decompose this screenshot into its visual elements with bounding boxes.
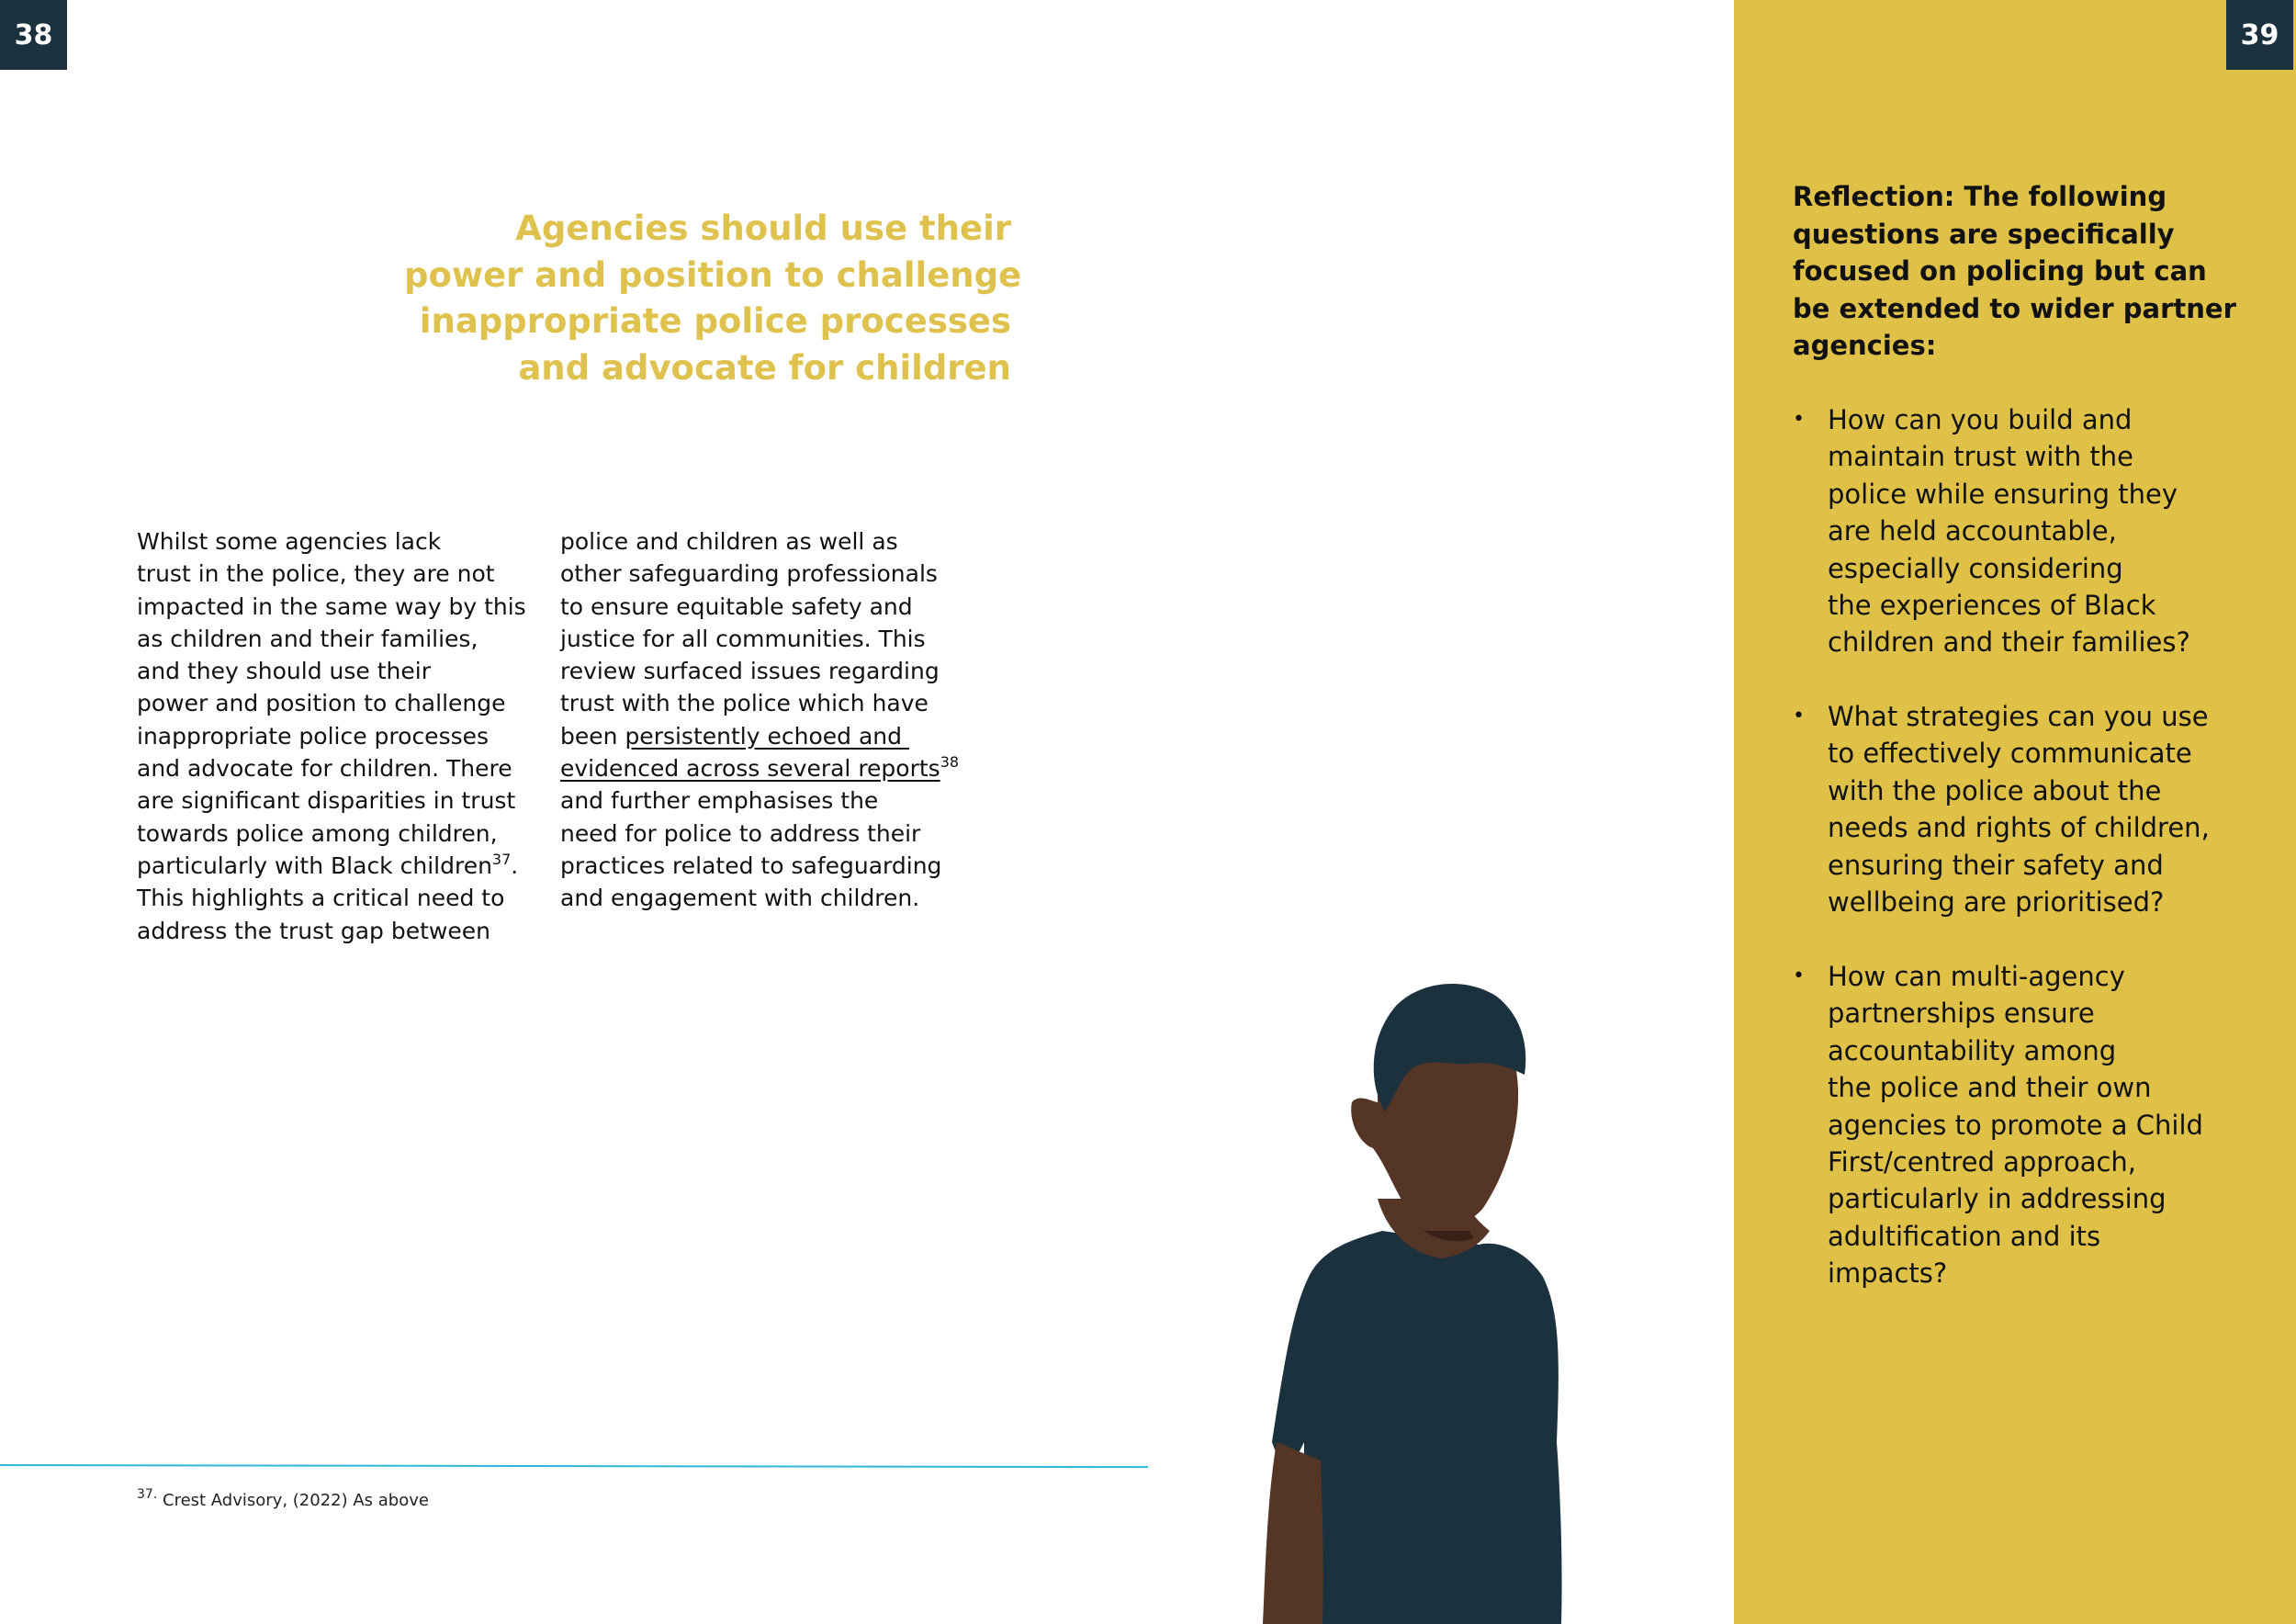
bullet-icon: •	[1793, 705, 1805, 727]
question-line: impacts?	[1828, 1257, 1948, 1290]
footnote-ref-38[interactable]: 38	[940, 753, 960, 772]
footnote-number: 37.	[137, 1487, 158, 1502]
body-line: inappropriate police processes	[137, 722, 490, 750]
body-line: need for police to address their	[560, 819, 921, 847]
body-line: to ensure equitable safety and	[560, 592, 913, 620]
pull-quote-line: Agencies should use their	[515, 209, 1011, 248]
question-line: to effectively communicate	[1828, 738, 2192, 770]
body-line: particularly with Black children$^{37}$.	[137, 850, 519, 879]
question-line: are held accountable,	[1828, 515, 2117, 547]
question-line: What strategies can you use	[1828, 701, 2209, 732]
body-line	[560, 720, 964, 752]
pull-quote-line: inappropriate police processes	[419, 301, 1011, 341]
question-line: the police and their own	[1828, 1072, 2152, 1104]
footnote-text: Crest Advisory, (2022) As above	[163, 1491, 429, 1510]
question-line: How can you build and	[1828, 404, 2133, 435]
bullet-icon: •	[1793, 408, 1805, 431]
reports-link[interactable]: persistently echoed and	[625, 722, 909, 750]
body-line: This highlights a critical need to	[137, 885, 505, 912]
question-line: children and their families?	[1828, 626, 2190, 659]
question-line: First/centred approach,	[1828, 1146, 2137, 1179]
footnote-divider	[0, 1464, 1148, 1468]
reflection-title-line: focused on policing but can	[1793, 255, 2207, 287]
body-column-1	[137, 525, 541, 947]
question-line: wellbeing are prioritised?	[1828, 886, 2165, 919]
question-line: police while ensuring they	[1828, 478, 2178, 510]
reflection-title-line: be extended to wider partner	[1793, 292, 2236, 324]
body-line: justice for all communities. This	[560, 625, 926, 652]
reflection-title-line: agencies:	[1793, 330, 1937, 361]
question-line: ensuring their safety and	[1828, 849, 2164, 881]
body-line: impacted in the same way by this	[137, 592, 526, 620]
page-number-right: 39	[2226, 0, 2293, 70]
pull-quote-line: and advocate for children	[518, 347, 1011, 388]
question-line: particularly in addressing	[1828, 1183, 2167, 1215]
body-line: and they should use their	[137, 658, 431, 685]
question-line: especially considering	[1828, 552, 2123, 584]
body-line: and advocate for children. There	[137, 755, 512, 783]
body-line: and engagement with children.	[560, 885, 920, 912]
body-line: trust in the police, they are not	[137, 560, 495, 588]
question-line: needs and rights of children,	[1828, 812, 2210, 844]
question-line: partnerships ensure	[1828, 998, 2095, 1030]
reflection-title-line: Reflection: The following	[1793, 181, 2167, 212]
question-line: agencies to promote a Child	[1828, 1109, 2203, 1141]
footnote	[137, 1487, 429, 1510]
body-line: power and position to challenge	[137, 690, 506, 717]
body-line: Whilst some agencies lack	[137, 528, 442, 555]
pull-quote	[404, 206, 1022, 391]
body-line: are significant disparities in trust	[137, 787, 516, 815]
body-line: and further emphasises the	[560, 787, 879, 815]
body-text: been	[560, 722, 625, 750]
question-line: How can multi-agency	[1828, 961, 2125, 992]
question-line: with the police about the	[1828, 774, 2162, 806]
question-line: accountability among	[1828, 1034, 2117, 1066]
body-line	[560, 752, 964, 784]
pull-quote-line: power and position to challenge	[404, 254, 1022, 295]
body-line: police and children as well as	[560, 528, 898, 555]
child-illustration	[1249, 964, 1580, 1624]
body-line: trust with the police which have	[560, 690, 929, 717]
body-line: review surfaced issues regarding	[560, 658, 940, 685]
page-number-left: 38	[0, 0, 67, 70]
bullet-icon: •	[1793, 964, 1805, 987]
question-line: adultification and its	[1828, 1220, 2101, 1252]
reflection-title-line: questions are specifically	[1793, 218, 2175, 250]
question-line: the experiences of Black	[1828, 590, 2156, 622]
body-line: as children and their families,	[137, 625, 478, 652]
child-arm	[1263, 1442, 1323, 1624]
body-text: particularly with Black children	[137, 851, 492, 879]
reports-link[interactable]: evidenced across several reports	[560, 755, 940, 783]
body-line: practices related to safeguarding	[560, 851, 942, 879]
body-line: address the trust gap between	[137, 917, 490, 944]
body-column-2	[560, 525, 964, 915]
reflection-title	[1793, 178, 2252, 365]
footnote-ref-37[interactable]: 37	[491, 850, 512, 868]
body-line: other safeguarding professionals	[560, 560, 938, 588]
question-line: maintain trust with the	[1828, 441, 2133, 473]
body-line: towards police among children,	[137, 819, 498, 847]
